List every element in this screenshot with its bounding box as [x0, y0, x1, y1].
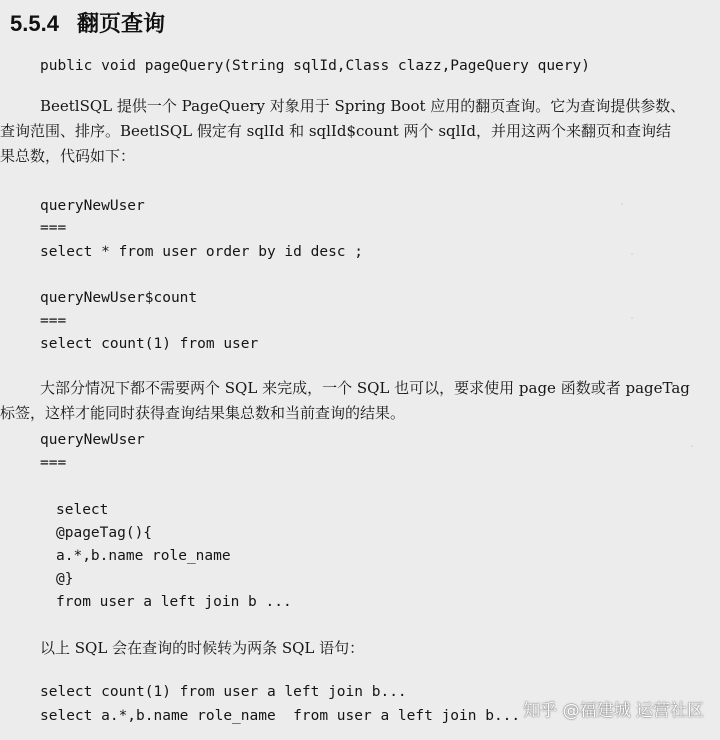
bleed-through-text: · — [690, 440, 696, 455]
code-line: select count(1) from user a left join b... — [40, 684, 407, 700]
code-line: select — [56, 502, 109, 518]
section-title: 翻页查询 — [76, 11, 165, 36]
code-line: === — [40, 313, 67, 329]
code-line: select count(1) from user — [40, 336, 259, 352]
intro-line: BeetlSQL 提供一个 PageQuery 对象用于 Spring Boot 应用的翻页查询。它为查询提供参数、 — [40, 97, 686, 115]
intro-paragraph — [0, 94, 690, 169]
middle-line: 标签，这样才能同时获得查询结果集总数和当前查询的结果。 — [0, 404, 406, 422]
code-line: select a.*,b.name role_name from user a left join b... — [40, 708, 521, 724]
code-line: a.*,b.name role_name — [56, 548, 231, 564]
code-line: @} — [56, 571, 74, 587]
intro-line: 果总数，代码如下： — [0, 147, 136, 165]
code-line: === — [40, 220, 67, 236]
code-line: queryNewUser — [40, 198, 145, 214]
section-number: 5.5.4 — [10, 11, 59, 36]
bleed-through-text: · — [630, 248, 636, 263]
method-signature: public void pageQuery(String sqlId,Class clazz,PageQuery query) — [40, 58, 590, 74]
conclusion-paragraph: 以上 SQL 会在查询的时候转为两条 SQL 语句： — [40, 639, 365, 657]
code-line: from user a left join b ... — [56, 594, 292, 610]
code-line: @pageTag(){ — [56, 525, 153, 541]
intro-line: 查询范围、排序。BeetlSQL 假定有 sqlId 和 sqlId$count 两个 sqlId，并用这两个来翻页和查询结 — [0, 122, 671, 140]
section-heading — [10, 7, 165, 38]
bleed-through-text: · — [630, 312, 636, 327]
code-line: select * from user order by id desc ; — [40, 244, 364, 260]
middle-paragraph — [0, 376, 690, 426]
middle-line: 大部分情况下都不需要两个 SQL 来完成，一个 SQL 也可以，要求使用 page 函数或者 pageTag — [40, 379, 690, 397]
code-line: queryNewUser — [40, 432, 145, 448]
bleed-through-text: · — [620, 198, 626, 213]
zhihu-watermark: 知乎 @福建城 运营社区 — [523, 701, 704, 721]
code-line: queryNewUser$count — [40, 290, 198, 306]
code-line: === — [40, 455, 67, 471]
